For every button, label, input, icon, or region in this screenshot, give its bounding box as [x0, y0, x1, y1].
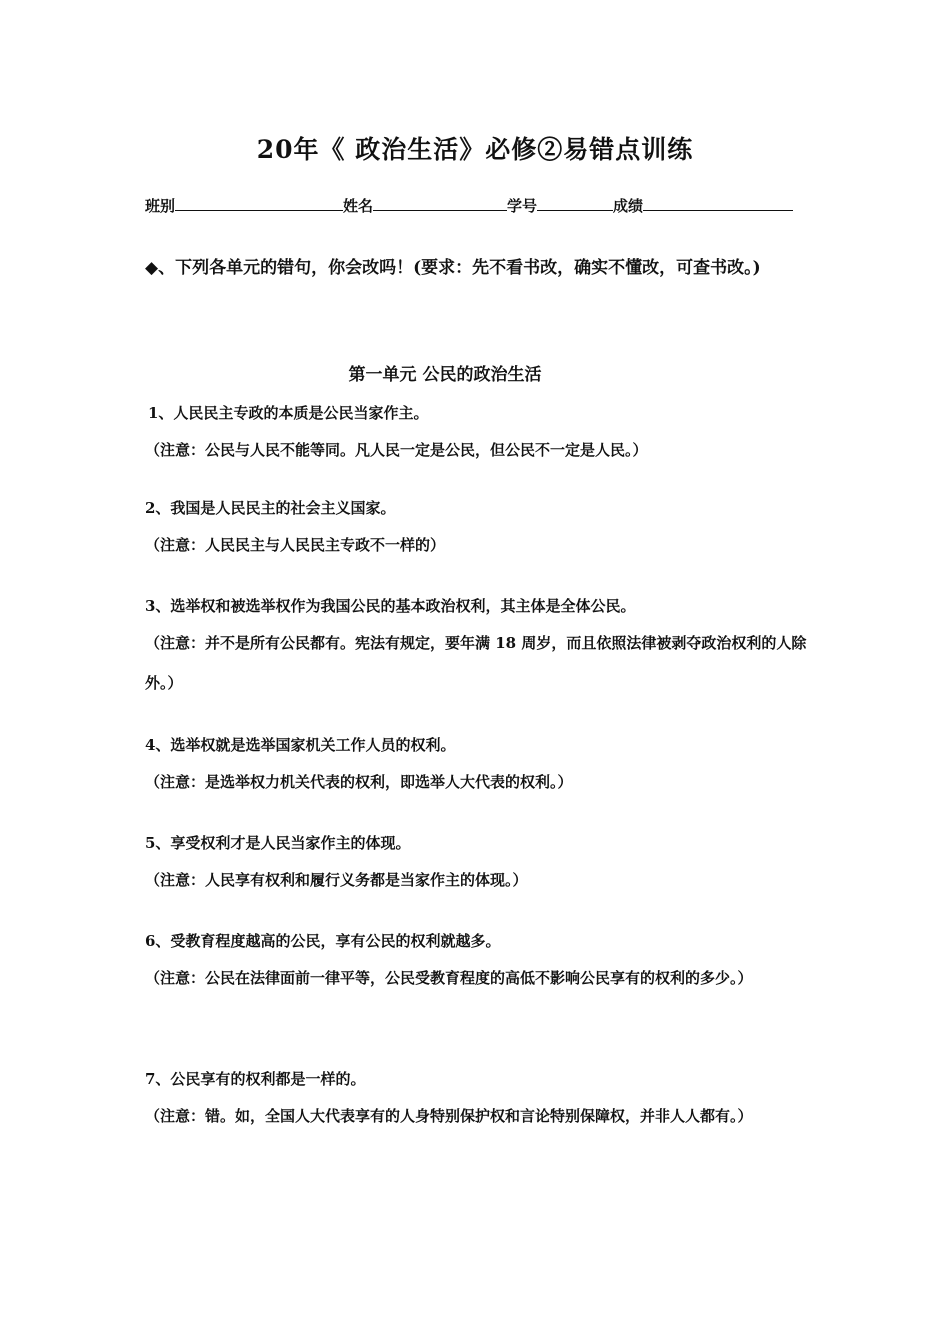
item-question: 6、受教育程度越高的公民，享有公民的权利就越多。 — [145, 932, 501, 950]
item-note: （注意：是选举权力机关代表的权利，即选举人大代表的权利。） — [145, 773, 573, 791]
score-blank — [643, 196, 793, 211]
item-note: （注意：错。如，全国人大代表享有的人身特别保护权和言论特别保障权，并非人人都有。） — [145, 1107, 753, 1125]
score-label: 成绩 — [613, 197, 644, 215]
class-blank — [175, 196, 343, 211]
name-blank — [373, 196, 507, 211]
item-question: 1、人民民主专政的本质是公民当家作主。 — [148, 404, 429, 422]
document-title: 20年《 政治生活》必修②易错点训练 — [256, 135, 694, 164]
class-label: 班别 — [145, 197, 176, 215]
item-question: 3、选举权和被选举权作为我国公民的基本政治权利，其主体是全体公民。 — [145, 597, 636, 615]
list-item — [145, 402, 813, 470]
student-info-line — [145, 195, 810, 216]
item-question: 7、公民享有的权利都是一样的。 — [145, 1070, 366, 1088]
item-note: （注意：公民与人民不能等同。凡人民一定是公民，但公民不一定是人民。） — [145, 441, 648, 459]
item-note: （注意：人民民主与人民民主专政不一样的） — [145, 536, 446, 554]
unit-heading: 第一单元 公民的政治生活 — [348, 365, 542, 385]
id-label: 学号 — [507, 197, 538, 215]
item-note: （注意：并不是所有公民都有。宪法有规定，要年满 18 周岁，而且依照法律被剥夺政治权利的人除外。） — [145, 634, 807, 692]
item-question: 5、享受权利才是人民当家作主的体现。 — [145, 834, 411, 852]
item-question: 2、我国是人民民主的社会主义国家。 — [145, 499, 396, 517]
list-item — [145, 734, 813, 802]
instruction-text: ◆、下列各单元的错句，你会改吗！(要求：先不看书改，确实不懂改，可查书改。) — [145, 258, 761, 278]
list-item — [145, 832, 813, 900]
list-item — [145, 595, 813, 703]
list-item — [145, 1068, 813, 1136]
name-label: 姓名 — [343, 197, 374, 215]
item-note: （注意：公民在法律面前一律平等，公民受教育程度的高低不影响公民享有的权利的多少。） — [145, 969, 753, 987]
list-item — [145, 497, 813, 565]
list-item — [145, 930, 813, 998]
item-note: （注意：人民享有权利和履行义务都是当家作主的体现。） — [145, 871, 528, 889]
id-blank — [537, 196, 613, 211]
item-question: 4、选举权就是选举国家机关工作人员的权利。 — [145, 736, 456, 754]
